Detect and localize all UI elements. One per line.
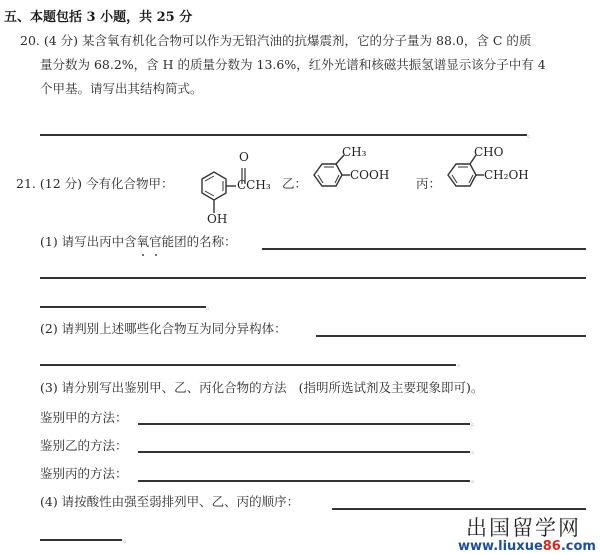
compound-bing-label: 丙： [416, 176, 442, 191]
bing-aldehyde-label: CHO [474, 145, 504, 159]
q21-sub3-header [40, 380, 483, 396]
q20-text-line3: 个甲基。请写出其结构简式。 [40, 81, 203, 96]
section-title: 五、本题包括 3 小题，共 25 分 [4, 10, 193, 25]
q21-points: (12 分) [39, 176, 83, 191]
q20-number: 20. [20, 33, 40, 48]
method-bing-answer-line[interactable] [138, 480, 470, 482]
compound-yi-structure [310, 145, 410, 195]
method-yi-answer-line[interactable] [138, 451, 470, 453]
q20-text-line2: 量分数为 68.2%，含 H 的质量分数为 13.6%，红外光谱和核磁共振氢谱显示该分子中有 4 [40, 57, 546, 72]
method-bing-label: 鉴别丙的方法： [40, 466, 128, 481]
method-yi-end: 。 [471, 446, 481, 456]
method-jia-label: 鉴别甲的方法： [40, 410, 128, 425]
q21-sub1-end: 。 [206, 302, 216, 312]
compound-jia-structure [190, 150, 290, 225]
emphasis-dot [155, 254, 157, 256]
q21-sub2-answer-line-2[interactable] [40, 364, 456, 366]
yi-methyl-label: CH₃ [342, 145, 367, 159]
q20-answer-end: 。 [527, 130, 537, 140]
watermark-url-prefix: www.liuxue [458, 539, 543, 554]
watermark [458, 512, 596, 554]
compound-yi-label: 乙： [282, 176, 308, 191]
q21-sub2-label: (2) 请判别上述哪些化合物互为同分异构体： [40, 321, 287, 336]
q21-sub3-note: (指明所选试剂及主要现象即可)。 [298, 380, 484, 395]
q21-header [16, 176, 174, 192]
q21-sub4-label: (4) 请按酸性由强至弱排列甲、乙、丙的顺序： [40, 494, 300, 509]
q21-sub4-end: 。 [123, 535, 133, 545]
watermark-site-name: 出国留学网 [466, 516, 581, 540]
method-bing-end: 。 [471, 475, 481, 485]
q21-sub1-answer-line-2[interactable] [40, 277, 586, 279]
watermark-url[interactable] [458, 539, 596, 554]
q21-intro: 今有化合物甲： [86, 176, 174, 191]
compound-bing-structure [444, 145, 554, 195]
q20-answer-line[interactable] [40, 134, 527, 136]
emphasis-dot [142, 254, 144, 256]
yi-carboxyl-label: COOH [350, 168, 390, 182]
watermark-url-highlight: 86 [542, 539, 561, 554]
jia-hydroxyl-label: OH [207, 212, 228, 226]
q21-sub1-label: (1) 请写出丙中含氧官能团的名称： [40, 234, 237, 249]
q21-sub2-end: 。 [457, 359, 467, 369]
q21-sub2-answer-line-1[interactable] [316, 335, 586, 337]
q21-sub1-answer-line-1[interactable] [262, 248, 586, 250]
watermark-url-suffix: .com [560, 539, 596, 554]
method-jia-end: 。 [471, 418, 481, 428]
jia-acetyl-label: CCH₃ [237, 178, 271, 192]
q21-number: 21. [16, 176, 36, 191]
method-yi-label: 鉴别乙的方法： [40, 438, 128, 453]
q21-sub4-answer-line-2[interactable] [40, 539, 122, 541]
bing-hydroxymethyl-label: CH₂OH [484, 168, 529, 182]
q21-sub3-label: (3) 请分别写出鉴别甲、乙、丙化合物的方法 [40, 380, 287, 395]
q21-sub1-answer-line-3[interactable] [40, 306, 206, 308]
q20-text-line1: 某含氧有机化合物可以作为无铅汽油的抗爆震剂，它的分子量为 88.0，含 C 的质 [82, 33, 532, 48]
jia-oxygen-label: O [239, 150, 249, 164]
q20-points: (4 分) [43, 33, 79, 48]
method-jia-answer-line[interactable] [138, 423, 470, 425]
q21-sub4-answer-line-1[interactable] [332, 508, 586, 510]
q20-header [20, 33, 531, 49]
